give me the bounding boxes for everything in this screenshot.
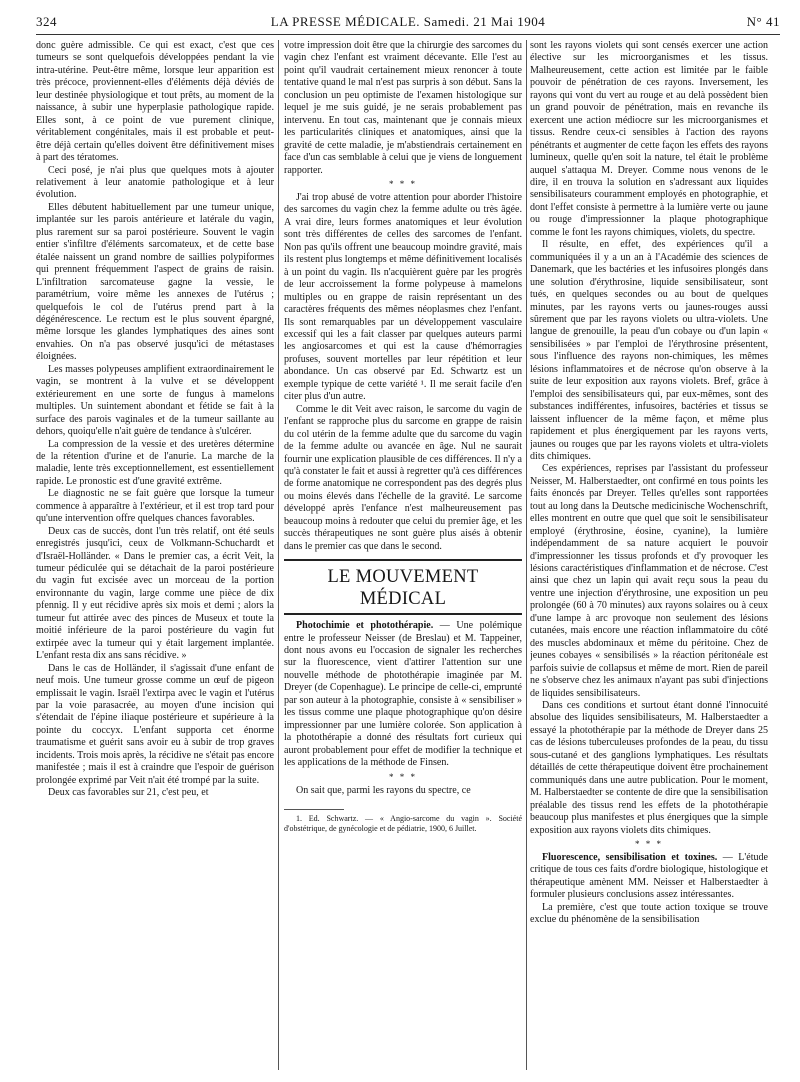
paragraph: Deux cas de succès, dont l'un très relatif, ont été seuls enregistrés jusqu'ici, ceux de Volkmann-Schuchardt et d'Israël-Holländer. « Dans le premier cas, a écrit Veit, la tumeur pédiculée qui se détachait de la paroi postérieure du vagin fut excisée avec un morceau de la portion environnante du vagin, large comme une pièce de dix pfennig. Il y eut récidive après six mois et demi ; alors la tumeur fut attirée avec des pinces de Museux et toute la moitié inférieure de la paroi postérieure du vagin fut extirpée avec la tumeur qui y était largement implantée. L'enfant resta dix ans sans récidive. » [36,525,274,662]
paragraph: Deux cas favorables sur 21, c'est peu, et [48,787,209,799]
paragraph: La première, c'est que toute action toxique se trouve exclue du phénomène de la sensibilisation [530,901,768,926]
section-separator: * * * [389,178,417,189]
paragraph: Comme le dit Veit avec raison, le sarcome du vagin de l'enfant se rapproche plus du sarcome en grappe de raisin du col utérin de la femme adulte que du sarcome du vagin de la femme adulte ou avancée en âge. Nul ne saurait fournir une explication plausible de ces différences. Il n'y a qu'à constater le fait et aussi à regretter qu'à ces différences de forme anatomique ne correspondent pas des degrés plus ou moins élevés dans l'échelle de la gravité. Le sarcome développé après l'enfance n'est malheureusement pas beaucoup moins à redouter que celui du premier âge, et les succès thérapeutiques ne sont guère plus aisés à obtenir dans le premier cas que dans le second. [284,403,522,552]
paragraph: donc guère admissible. Ce qui est exact, c'est que ces tumeurs se sont quelquefois développées pendant la vie intra-utérine. Peut-être même, lorsque leur apparition est très précoce, proviennent-elles d'éléments déjà déviés de leur destinée physiologique et tout prêts, au moment de la naissance, à subir une hyperplasie pathologique rapide. Elles sont, à ce point de vue purement clinique, véritablement congénitales, mais il est probable et peut-être déjà certain qu'elles doivent être définitivement mises à part des tératomes. [36,40,274,164]
column-divider [526,40,527,1070]
issue-number: N° 41 [746,14,780,29]
column-left [36,40,274,1070]
paragraph: Ceci posé, je n'ai plus que quelques mots à ajouter relativement à leur anatomie pathologique et à leur évolution. [36,164,274,201]
section-title: LE MOUVEMENT MÉDICAL [284,559,522,615]
footnote: 1. Ed. Schwartz. — « Angio-sarcome du vagin ». Société d'obstétrique, de gynécologie et de pédiatrie, 1900, 6 Juillet. [284,814,522,834]
paragraph: Ces expériences, reprises par l'assistant du professeur Neisser, M. Halberstaedter, ont confirmé en tous points les faits énoncés par Dreyer. Telles qu'elles sont rapportées tout au long dans la Deutsche medicinische Wochenschrift, elles montrent en outre que quel que soit le sensibilisateur employé (érythrosine, éosine, cyanine), la lumière indépendamment de sa nature acquiert le pouvoir d'impressionner les tissus profonds et d'y provoquer les lésions caractéristiques d'inflammation et de nécrose. C'est ainsi que chez un lapin qui avait reçu sous la peau du ventre une injection d'érythrosine, une exposition un peu prolongée (60 à 70 minutes) aux rayons solaires ou à ceux d'une lampe à arc provoque non seulement des lésions cutanées, mais encore une réaction inflammatoire du côté des muscles abdominaux et même du péritoine. Chez de jeunes cobayes « sensibilisés » la réaction péritonéale est parfois suivie de collapsus et même de mort. Rien de pareil ne s'observe chez les animaux n'ayant pas subi d'injections de liquides sensibilisateurs. [530,463,768,699]
paragraph: La compression de la vessie et des uretères détermine de la rétention d'urine et de l'anurie. La marche de la maladie, lente très exceptionnellement, est essentiellement rapide. Le pronostic est d'une gravité extrême. [36,438,274,487]
sub-heading: Photochimie et photothérapie. [296,620,434,632]
journal-title: LA PRESSE MÉDICALE. Samedi. 21 Mai 1904 [270,14,546,29]
page-number: 324 [36,14,57,29]
section-separator: * * * [635,839,663,849]
header-rule [36,34,780,35]
column-middle [284,40,522,1070]
column-right [530,40,768,1070]
column-divider [278,40,279,1070]
paragraph: J'ai trop abusé de votre attention pour aborder l'histoire des sarcomes du vagin chez la femme adulte ou très âgée. A vrai dire, leurs formes anatomiques et leur évolution sont très différentes de celles des sarcomes de l'enfant. Non pas qu'ils offrent une beaucoup moindre gravité, mais ils restent plus longtemps et même définitivement localisés à un point du vagin. Ils n'acquièrent guère par les progrès de leur accroissement la forme polypeuse à mamelons multiples ou en grappe de raisin représentant un des caractères fréquents des mêmes néoplasmes chez l'enfant. Ils sont remarquables par un développement vasculaire excessif qui les a fait classer par quelques auteurs parmi les angiosarcomes et qui est la cause d'hémorragies profuses, souvent mortelles par leur répétition et leur abondance. Un cas observé par Ed. Schwartz est un exemple typique de cette variété ¹. Il me serait facile d'en citer plus d'un autre. [284,191,522,403]
paragraph: sont les rayons violets qui sont censés exercer une action élective sur les microorganismes et les tissus. Malheureusement, cette action est limitée par le faible pouvoir de pénétration de ces rayons. Inversement, les rayons qui vont du vert au rouge et au delà possèdent bien un grand pouvoir de pénétration, mais en revanche ils exercent une action médiocre sur les microorganismes et tissus. Rendre ceux-ci sensibles à l'action des rayons pénétrants et augmenter de cette façon les effets des rayons lumineux, quelle qu'en soit la nature, tel était le problème auquel s'attaqua M. Dreyer. Comme nous venons de le dire, il en trouva la solution en s'adressant aux liquides sensibilisateurs couramment employés en photographie, et dont l'effet consiste à permettre à la lumière verte ou jaune ou rouge d'impressionner la plaque photographique comme le font les rayons chimiques, violets, du spectre. [530,40,768,238]
paragraph: votre impression doit être que la chirurgie des sarcomes du vagin chez l'enfant est vraiment décevante. Elle l'est au point qu'il vaudrait certainement mieux renoncer à toute tentative quand le mal n'est pas surpris à son début. Sans la conclusion un peu optimiste de l'examen histologique sur lequel je me suis guidé, je ne serais probablement pas intervenu. En tout cas, maintenant que je connais mieux les particularités cliniques et anatomiques, ainsi que la gravité de cette maladie, je m'abstiendrais certainement en face d'un cas semblable à celui que je viens de longuement rapporter. [284,40,522,176]
paragraph: Dans ces conditions et surtout étant donné l'innocuité absolue des liquides sensibilisateurs, M. Halberstaedter a essayé la photothérapie par la méthode de Dreyer dans 25 cas de lésions tuberculeuses profondes de la peau, du tissu sous-cutané et des ganglions lymphatiques. Les résultats détaillés de cette thérapeutique doivent être prochainement communiqués dans une autre publication. Pour le moment, M. Halberstaedter se contente de dire que la sensibilisation préalable des tissus rend les effets de la photothérapie beaucoup plus manifestes et plus énergiques que la simple exposition aux rayons violets dits chimiques. [530,700,768,836]
page-header [36,14,780,36]
paragraph: Les masses polypeuses amplifient extraordinairement le vagin, se montrent à la vulve et se développent extérieurement en une sorte de fungus à mamelons multiples. Un suintement abondant et fétide se fait à la surface des parois vaginales et de la tumeur saillante au dehors, quoiqu'elle n'ait guère de tendance à s'ulcérer. [36,363,274,438]
sub-heading: Fluorescence, sensibilisation et toxines. [542,852,718,863]
paragraph: Le diagnostic ne se fait guère que lorsque la tumeur commence à apparaître à l'extérieur, et il est trop tard pour qu'une intervention offre quelques chances favorables. [36,488,274,525]
paragraph: Elles débutent habituellement par une tumeur unique, implantée sur les parois antérieure et latérale du vagin, plus rarement sur sa paroi postérieure. Souvent le vagin entier s'infiltre d'éléments sarcomateux, et de cette base étalée naissent un grand nombre de saillies polypiformes qui prennent fréquemment l'aspect de grains de raisin. L'infiltration sarcomateuse gagne la vessie, le paramétrium, voire même les annexes de l'utérus ; quelquefois le col de l'utérus prend part à la dégénérescence. Le rectum est le plus souvent épargné, même lorsque les glandes lymphatiques des aines sont envahies. On n'a pas observé jusqu'ici de métastases éloignées. [36,201,274,363]
footnote-rule [284,809,344,810]
paragraph [530,852,768,902]
paragraph: Dans le cas de Holländer, il s'agissait d'une enfant de neuf mois. Une tumeur grosse comme un œuf de pigeon emplissait le vagin. Israël l'extirpa avec le vagin et l'utérus par la voie parasacrée, au moyen d'une incision qui s'étendait de l'épine iliaque postérieure et supérieure à la pointe du coccyx. L'enfant supporta cet énorme traumatisme et guérit sans avoir eu à subir de trop graves incidents. Trois mois après, la récidive ne s'était pas encore manifestée ; mais il est à craindre que l'espoir de guérison prolongée exprimé par Veit n'ait été trompé par la suite. [36,662,274,786]
paragraph: On sait que, parmi les rayons du spectre, ce [296,784,471,796]
paragraph-text: — L'étude critique de tous ces faits d'ordre biologique, histologique et thérapeutique amènent MM. Neisser et Halberstaedter à formuler plusieurs conclusions assez intéressantes. [530,852,768,901]
paragraph: Il résulte, en effet, des expériences qu'il a communiquées il y a un an à l'Académie des sciences de Danemark, que les bactéries et les infusoires plongés dans une solution d'érythrosine, liquide sensibilisateur, sont tués, en quelques secondes ou au bout de quelques minutes, par les rayons verts ou jaunes-rouges aussi sûrement que par les rayons violets ou ultra-violets. Une langue de grenouille, la peau d'un cobaye ou d'un lapin « sensibilisées » par l'emploi de l'érythrosine présentent, sous l'influence des rayons non-chimiques, les mêmes lésions inflammatoires et de nécrose qu'on observe à la suite de leur exposition aux rayons violets. Bref, grâce à l'emploi des sensibilisateurs qui, par eux-mêmes, sont des substances indifférentes, infusoires, bactéries et tissus se laissent influencer de la même façon, et même plus rapidement et plus énergiquement par les rayons verts, jaunes ou rouges que par les rayons violets et ultra-violets dits chimiques. [530,239,768,462]
section-separator: * * * [389,771,417,782]
paragraph [284,620,522,769]
paragraph-text: — Une polémique entre le professeur Neisser (de Breslau) et M. Tappeiner, dont nous avons eu l'occasion de signaler les recherches sur la fluorescence, vient d'attirer l'attention sur une nouvelle méthode de photothérapie imaginée par M. Dreyer (de Copenhague). Le principe de celle-ci, emprunté par son auteur à la photographie, consiste à « sensibiliser » les tissus comme une plaque photographique qu'on désire impressionner par une lumière colorée. Son application à la photothérapie a donné des résultats fort curieux qui auront probablement pour effet de modifier la technique et les applications de la méthode de Finsen. [284,620,522,769]
